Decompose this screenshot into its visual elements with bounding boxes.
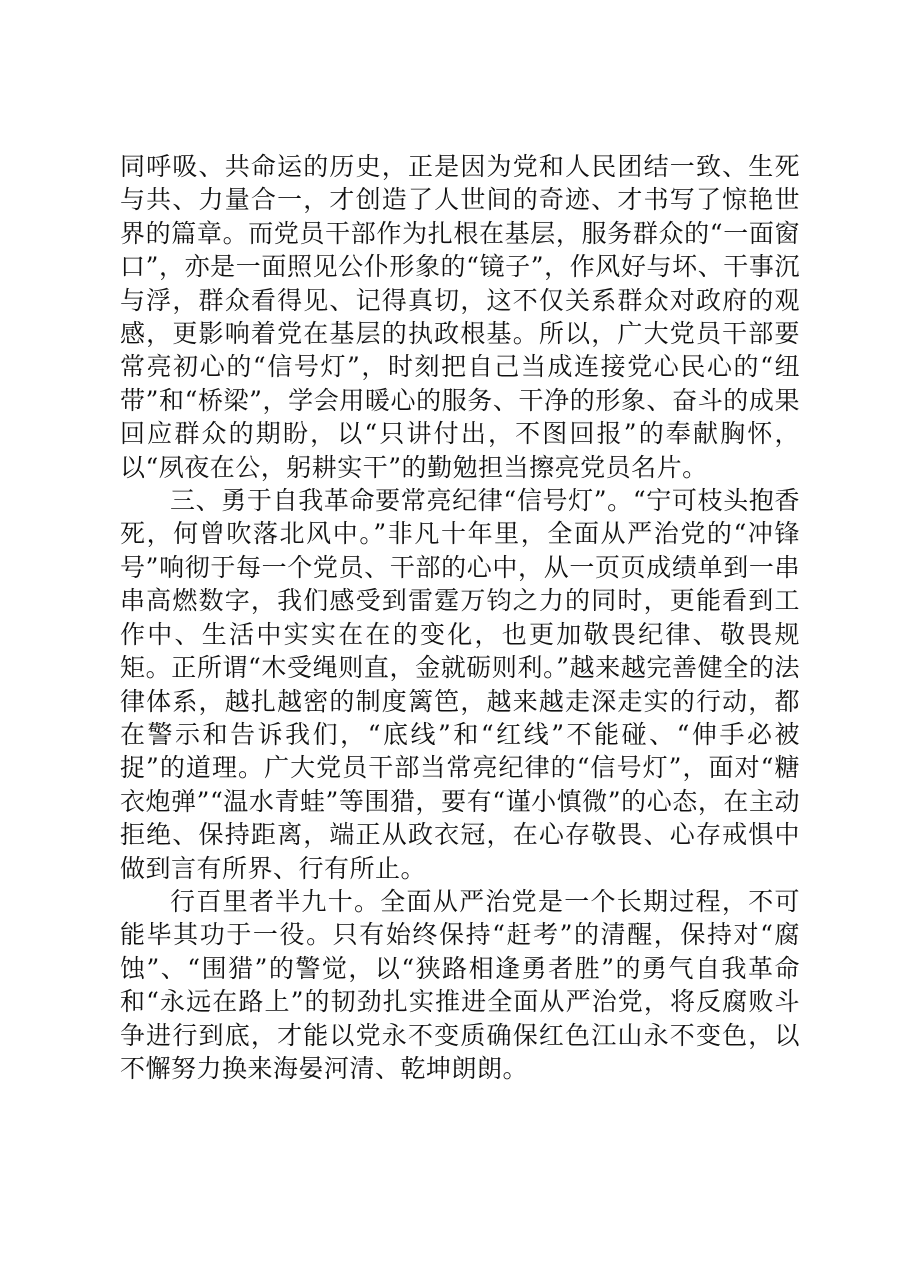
document-body [120,150,800,1085]
paragraph-discipline-signal: 三、勇于自我革命要常亮纪律“信号灯”。“宁可枝头抱香死，何曾吹落北风中。”非凡十年里，全面从严治党的“冲锋号”响彻于每一个党员、干部的心中，从一页页成绩单到一串串高燃数字，我们感受到雷霆万钧之力的同时，更能看到工作中、生活中实实在在的变化，也更加敬畏纪律、敬畏规矩。正所谓“木受绳则直，金就砺则利。”越来越完善健全的法律体系，越扎越密的制度篱笆，越来越走深走实的行动，都在警示和告诉我们，“底线”和“红线”不能碰、“伸手必被捉”的道理。广大党员干部当常亮纪律的“信号灯”，面对“糖衣炮弹”“温水青蛙”等围猎，要有“谨小慎微”的心态，在主动拒绝、保持距离，端正从政衣冠，在心存敬畏、心存戒惧中做到言有所界、行有所止。 [120,486,800,883]
paragraph-conclusion: 行百里者半九十。全面从严治党是一个长期过程，不可能毕其功于一役。只有始终保持“赶考”的清醒，保持对“腐蚀”、“围猎”的警觉，以“狭路相逢勇者胜”的勇气自我革命和“永远在路上”的韧劲扎实推进全面从严治党，将反腐败斗争进行到底，才能以党永不变质确保红色江山永不变色，以不懈努力换来海晏河清、乾坤朗朗。 [120,886,800,1083]
paragraph-continuation: 同呼吸、共命运的历史，正是因为党和人民团结一致、生死与共、力量合一，才创造了人世间的奇迹、才书写了惊艳世界的篇章。而党员干部作为扎根在基层，服务群众的“一面窗口”，亦是一面照见公仆形象的“镜子”，作风好与坏、干事沉与浮，群众看得见、记得真切，这不仅关系群众对政府的观感，更影响着党在基层的执政根基。所以，广大党员干部要常亮初心的“信号灯”，时刻把自己当成连接党心民心的“纽带”和“桥梁”，学会用暖心的服务、干净的形象、奋斗的成果回应群众的期盼，以“只讲付出，不图回报”的奉献胸怀，以“夙夜在公，躬耕实干”的勤勉担当擦亮党员名片。 [120,152,800,482]
